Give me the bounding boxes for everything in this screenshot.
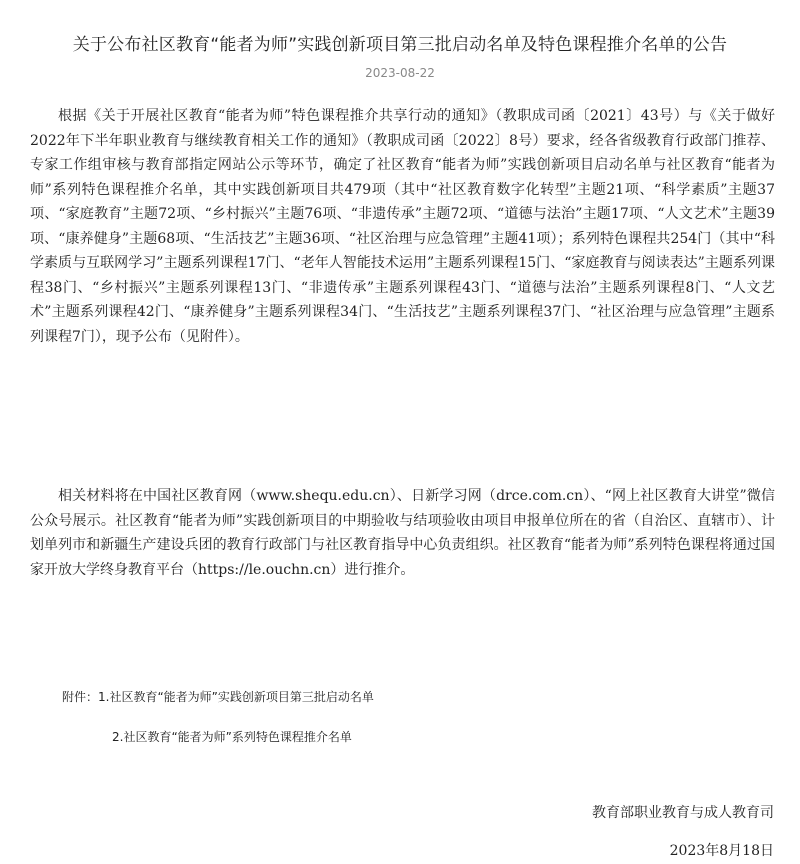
signature-date: 2023年8月18日: [669, 843, 774, 859]
attachment-item-2: [112, 728, 352, 745]
publish-date: 2023-08-22: [365, 66, 435, 80]
attachment-item-1: [62, 688, 374, 705]
attachment-link-1[interactable]: 1.社区教育“能者为师”实践创新项目第三批启动名单: [98, 690, 374, 704]
attachments-label: 附件：: [62, 690, 99, 704]
attachment-link-2[interactable]: 2.社区教育“能者为师”系列特色课程推介名单: [112, 730, 352, 744]
body-paragraph-2: 相关材料将在中国社区教育网（www.shequ.edu.cn）、日新学习网（drce.com.cn）、“网上社区教育大讲堂”微信公众号展示。社区教育“能者为师”实践创新项目的中期验收与结项验收由项目申报单位所在的省（自治区、直辖市）、计划单列市和新疆生产建设兵团的教育行政部门与社区教育指导中心负责组织。社区教育“能者为师”系列特色课程将通过国家开放大学终身教育平台（https://le.ouchn.cn）进行推介。: [30, 488, 775, 578]
article-title: 关于公布社区教育“能者为师”实践创新项目第三批启动名单及特色课程推介名单的公告: [72, 35, 728, 55]
signature-issuer: 教育部职业教育与成人教育司: [592, 805, 774, 821]
body-paragraph-1: 根据《关于开展社区教育“能者为师”特色课程推介共享行动的通知》（教职成司函〔2021〕43号）与《关于做好2022年下半年职业教育与继续教育相关工作的通知》（教职成司函〔2022〕8号）要求，经各省级教育行政部门推荐、专家工作组审核与教育部指定网站公示等环节，确定了社区教育“能者为师”实践创新项目启动名单与社区教育“能者为师”系列特色课程推介名单，其中实践创新项目共479项（其中“社区教育数字化转型”主题21项、“科学素质”主题37项、“家庭教育”主题72项、“乡村振兴”主题76项、“非遗传承”主题72项、“道德与法治”主题17项、“人文艺术”主题39项、“康养健身”主题68项、“生活技艺”主题36项、“社区治理与应急管理”主题41项）；系列特色课程共254门（其中“科学素质与互联网学习”主题系列课程17门、“老年人智能技术运用”主题系列课程15门、“家庭教育与阅读表达”主题系列课程38门、“乡村振兴”主题系列课程13门、“非遗传承”主题系列课程43门、“道德与法治”主题系列课程8门、“人文艺术”主题系列课程42门、“康养健身”主题系列课程34门、“生活技艺”主题系列课程37门、“社区治理与应急管理”主题系列课程7门），现予公布（见附件）。: [30, 108, 775, 345]
